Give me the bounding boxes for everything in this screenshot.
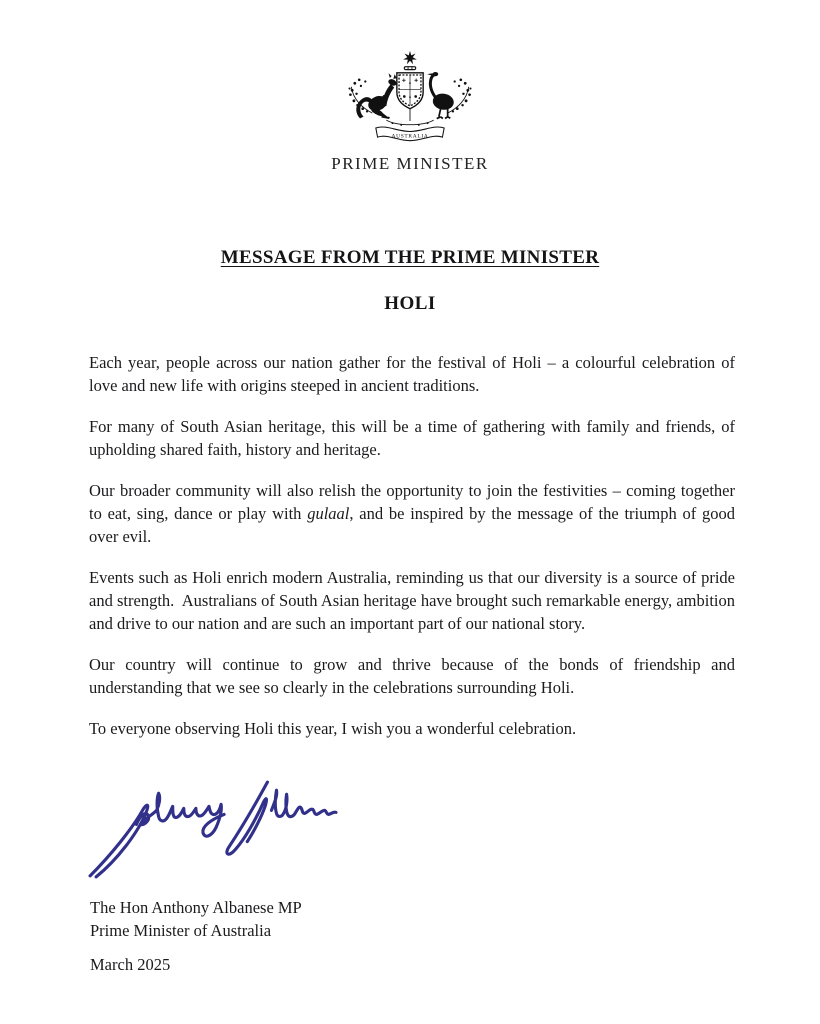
message-subject: HOLI bbox=[384, 293, 436, 314]
paragraph-4: Events such as Holi enrich modern Australia, reminding us that our diversity is a source of pride and strength. Australians of South Asian heritage have brought such remarkable energy, ambition and drive to our nation and are such an important part of our national story. bbox=[89, 568, 740, 633]
australia-scroll-text: AUSTRALIA bbox=[391, 133, 429, 140]
base-sprigs bbox=[386, 109, 433, 126]
paragraph-2: For many of South Asian heritage, this will be a time of gathering with family and friends, of upholding shared faith, history and heritage. bbox=[89, 417, 740, 459]
paragraph-3-text: , and be inspired by the message of the triumph of good over evil. bbox=[89, 504, 740, 546]
signature-stroke bbox=[136, 793, 224, 836]
letter-date: March 2025 bbox=[90, 955, 171, 974]
signature-stroke bbox=[227, 782, 268, 854]
office-title: PRIME MINISTER bbox=[331, 154, 489, 173]
signature-stroke bbox=[271, 790, 335, 816]
signoff-name: The Hon Anthony Albanese MP bbox=[90, 898, 302, 917]
message-title: MESSAGE FROM THE PRIME MINISTER bbox=[220, 247, 600, 268]
signoff-title: Prime Minister of Australia bbox=[90, 921, 272, 940]
shield-icon bbox=[397, 73, 423, 109]
paragraph-3-text: Our broader community will also relish the opportunity to join the festivities – coming together to eat, sing, dance or play with bbox=[89, 481, 740, 523]
gulaal-italic-term: gulaal bbox=[307, 504, 350, 523]
wattle-spray-icon bbox=[448, 78, 472, 113]
paragraph-5: Our country will continue to grow and thrive because of the bonds of friendship and understanding that we see so clearly in the celebrations surrounding Holi. bbox=[89, 655, 740, 697]
kangaroo-icon bbox=[356, 73, 397, 119]
paragraph-3 bbox=[89, 479, 740, 548]
letter-body bbox=[89, 351, 740, 740]
signature-stroke bbox=[90, 805, 148, 877]
paragraph-1: Each year, people across our nation gather for the festival of Holi – a colourful celebration of love and new life with origins steeped in ancient traditions. bbox=[89, 353, 740, 395]
commonwealth-star-icon bbox=[403, 51, 417, 64]
signoff-block bbox=[90, 896, 302, 942]
australia-scroll bbox=[376, 127, 444, 141]
wreath-torse bbox=[404, 67, 415, 70]
wattle-spray-icon bbox=[348, 78, 372, 113]
australian-coat-of-arms bbox=[344, 50, 476, 142]
signature bbox=[80, 770, 342, 886]
paragraph-6: To everyone observing Holi this year, I wish you a wonderful celebration. bbox=[89, 719, 577, 738]
